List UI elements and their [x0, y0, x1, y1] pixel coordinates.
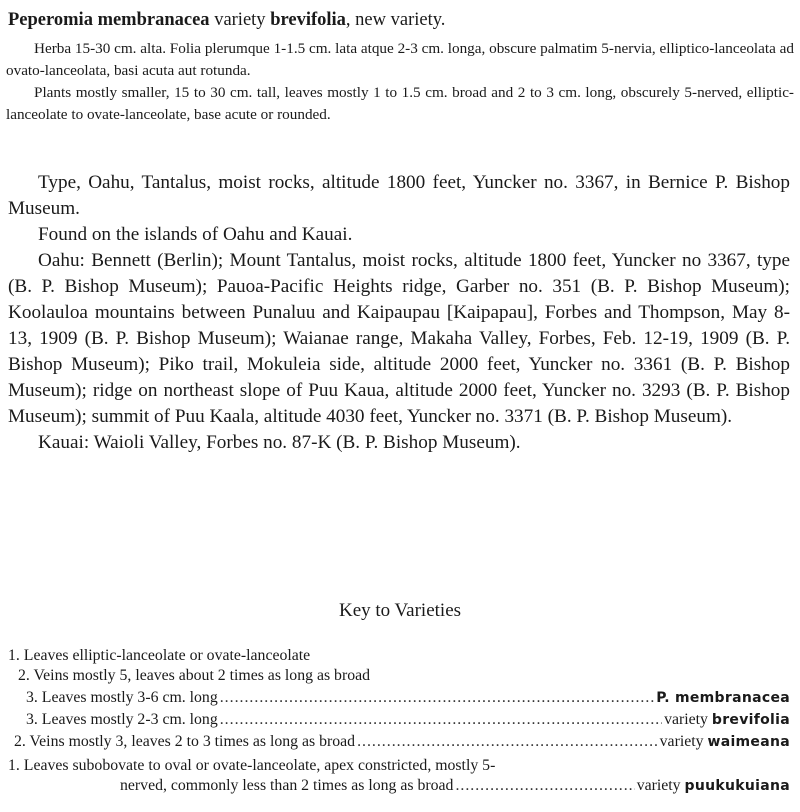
species-name: Peperomia membranacea — [8, 10, 210, 30]
variety-name: brevifolia — [270, 10, 346, 30]
oahu-paragraph: Oahu: Bennett (Berlin); Mount Tantalus, moist rocks, altitude 1800 feet, Yuncker no 3367, type (B. P. Bishop Museum); Pauoa-Pacific Heights ridge, Garber no. 351 (B. P. Bishop Museum); Koolauloa mountains between Punaluu and Kaipaupau [Kaipapau], Forbes and Thompson, May 8-13, 1909 (B. P. Bishop Museum); Waianae range, Makaha Valley, Forbes, Feb. 12-19, 1909 (B. P. Bishop Museum); Piko trail, Mokuleia side, altitude 2000 feet, Yuncker no. 3361 (B. P. Bishop Museum); ridge on northeast slope of Puu Kaua, altitude 2000 feet, Yuncker no. 3293 (B. P. Bishop Museum); summit of Puu Kaala, altitude 4030 feet, Yuncker no. 3371 (B. P. Bishop Museum). — [8, 250, 790, 427]
distribution-paragraph: Found on the islands of Oahu and Kauai. — [38, 224, 353, 245]
key-entry — [14, 732, 790, 752]
key-entry-target — [637, 776, 790, 796]
key-entry-target-prefix: variety — [659, 733, 708, 750]
key-entry-label: 1. Leaves subobovate to oval or ovate-lanceolate, apex constricted, mostly 5- — [8, 757, 496, 774]
taxon-heading — [8, 8, 798, 32]
key-entry — [26, 710, 790, 730]
key-entry — [120, 776, 790, 796]
specimen-block — [8, 170, 790, 456]
key-entry — [18, 666, 788, 686]
key-entry-label: nerved, commonly less than 2 times as long as broad — [120, 777, 454, 794]
key-entry-target-name: waimeana — [707, 734, 790, 750]
leader-dots — [220, 710, 662, 730]
key-entry-target: P. membranacea — [656, 690, 790, 706]
key-entry-label: 2. Veins mostly 5, leaves about 2 times as long as broad — [18, 667, 371, 684]
description-block — [6, 38, 794, 126]
leader-dots — [455, 776, 634, 796]
key-entry — [8, 756, 788, 776]
key-entry-label: 1. Leaves elliptic-lanceolate or ovate-lanceolate — [8, 647, 311, 664]
type-paragraph: Type, Oahu, Tantalus, moist rocks, altitude 1800 feet, Yuncker no. 3367, in Bernice P. Bishop Museum. — [8, 172, 790, 219]
leader-dots — [357, 732, 658, 752]
key-entry-label: 3. Leaves mostly 3-6 cm. long — [26, 689, 218, 706]
key-entry — [26, 688, 790, 708]
key-entry-label: 2. Veins mostly 3, leaves 2 to 3 times as long as broad — [14, 733, 356, 750]
key-entry-target-name: brevifolia — [711, 712, 790, 728]
key-entry-target — [660, 732, 790, 752]
kauai-paragraph: Kauai: Waioli Valley, Forbes no. 87-K (B. P. Bishop Museum). — [38, 432, 521, 453]
key-entry-target — [664, 710, 790, 730]
key-entry-target-prefix: variety — [636, 777, 685, 794]
key-entry-label: 3. Leaves mostly 2-3 cm. long — [26, 711, 218, 728]
heading-connector: variety — [209, 10, 271, 30]
key-entry-target-name: puukukuiana — [684, 778, 790, 794]
key-title: Key to Varieties — [338, 600, 462, 621]
latin-description: Herba 15-30 cm. alta. Folia plerumque 1-1.5 cm. lata atque 2-3 cm. longa, obscure palmatim 5-nervia, elliptico-lanceolata ad ovato-lanceolata, basi acuta aut rotunda. — [6, 40, 794, 79]
leader-dots — [220, 688, 654, 708]
key-entry — [8, 646, 788, 666]
key-entry-target-prefix: variety — [664, 711, 712, 728]
english-description: Plants mostly smaller, 15 to 30 cm. tall, leaves mostly 1 to 1.5 cm. broad and 2 to 3 cm. long, obscurely 5-nerved, elliptic-lanceolate to ovate-lanceolate, base acute or rounded. — [6, 84, 794, 123]
heading-suffix: , new variety. — [345, 10, 446, 30]
